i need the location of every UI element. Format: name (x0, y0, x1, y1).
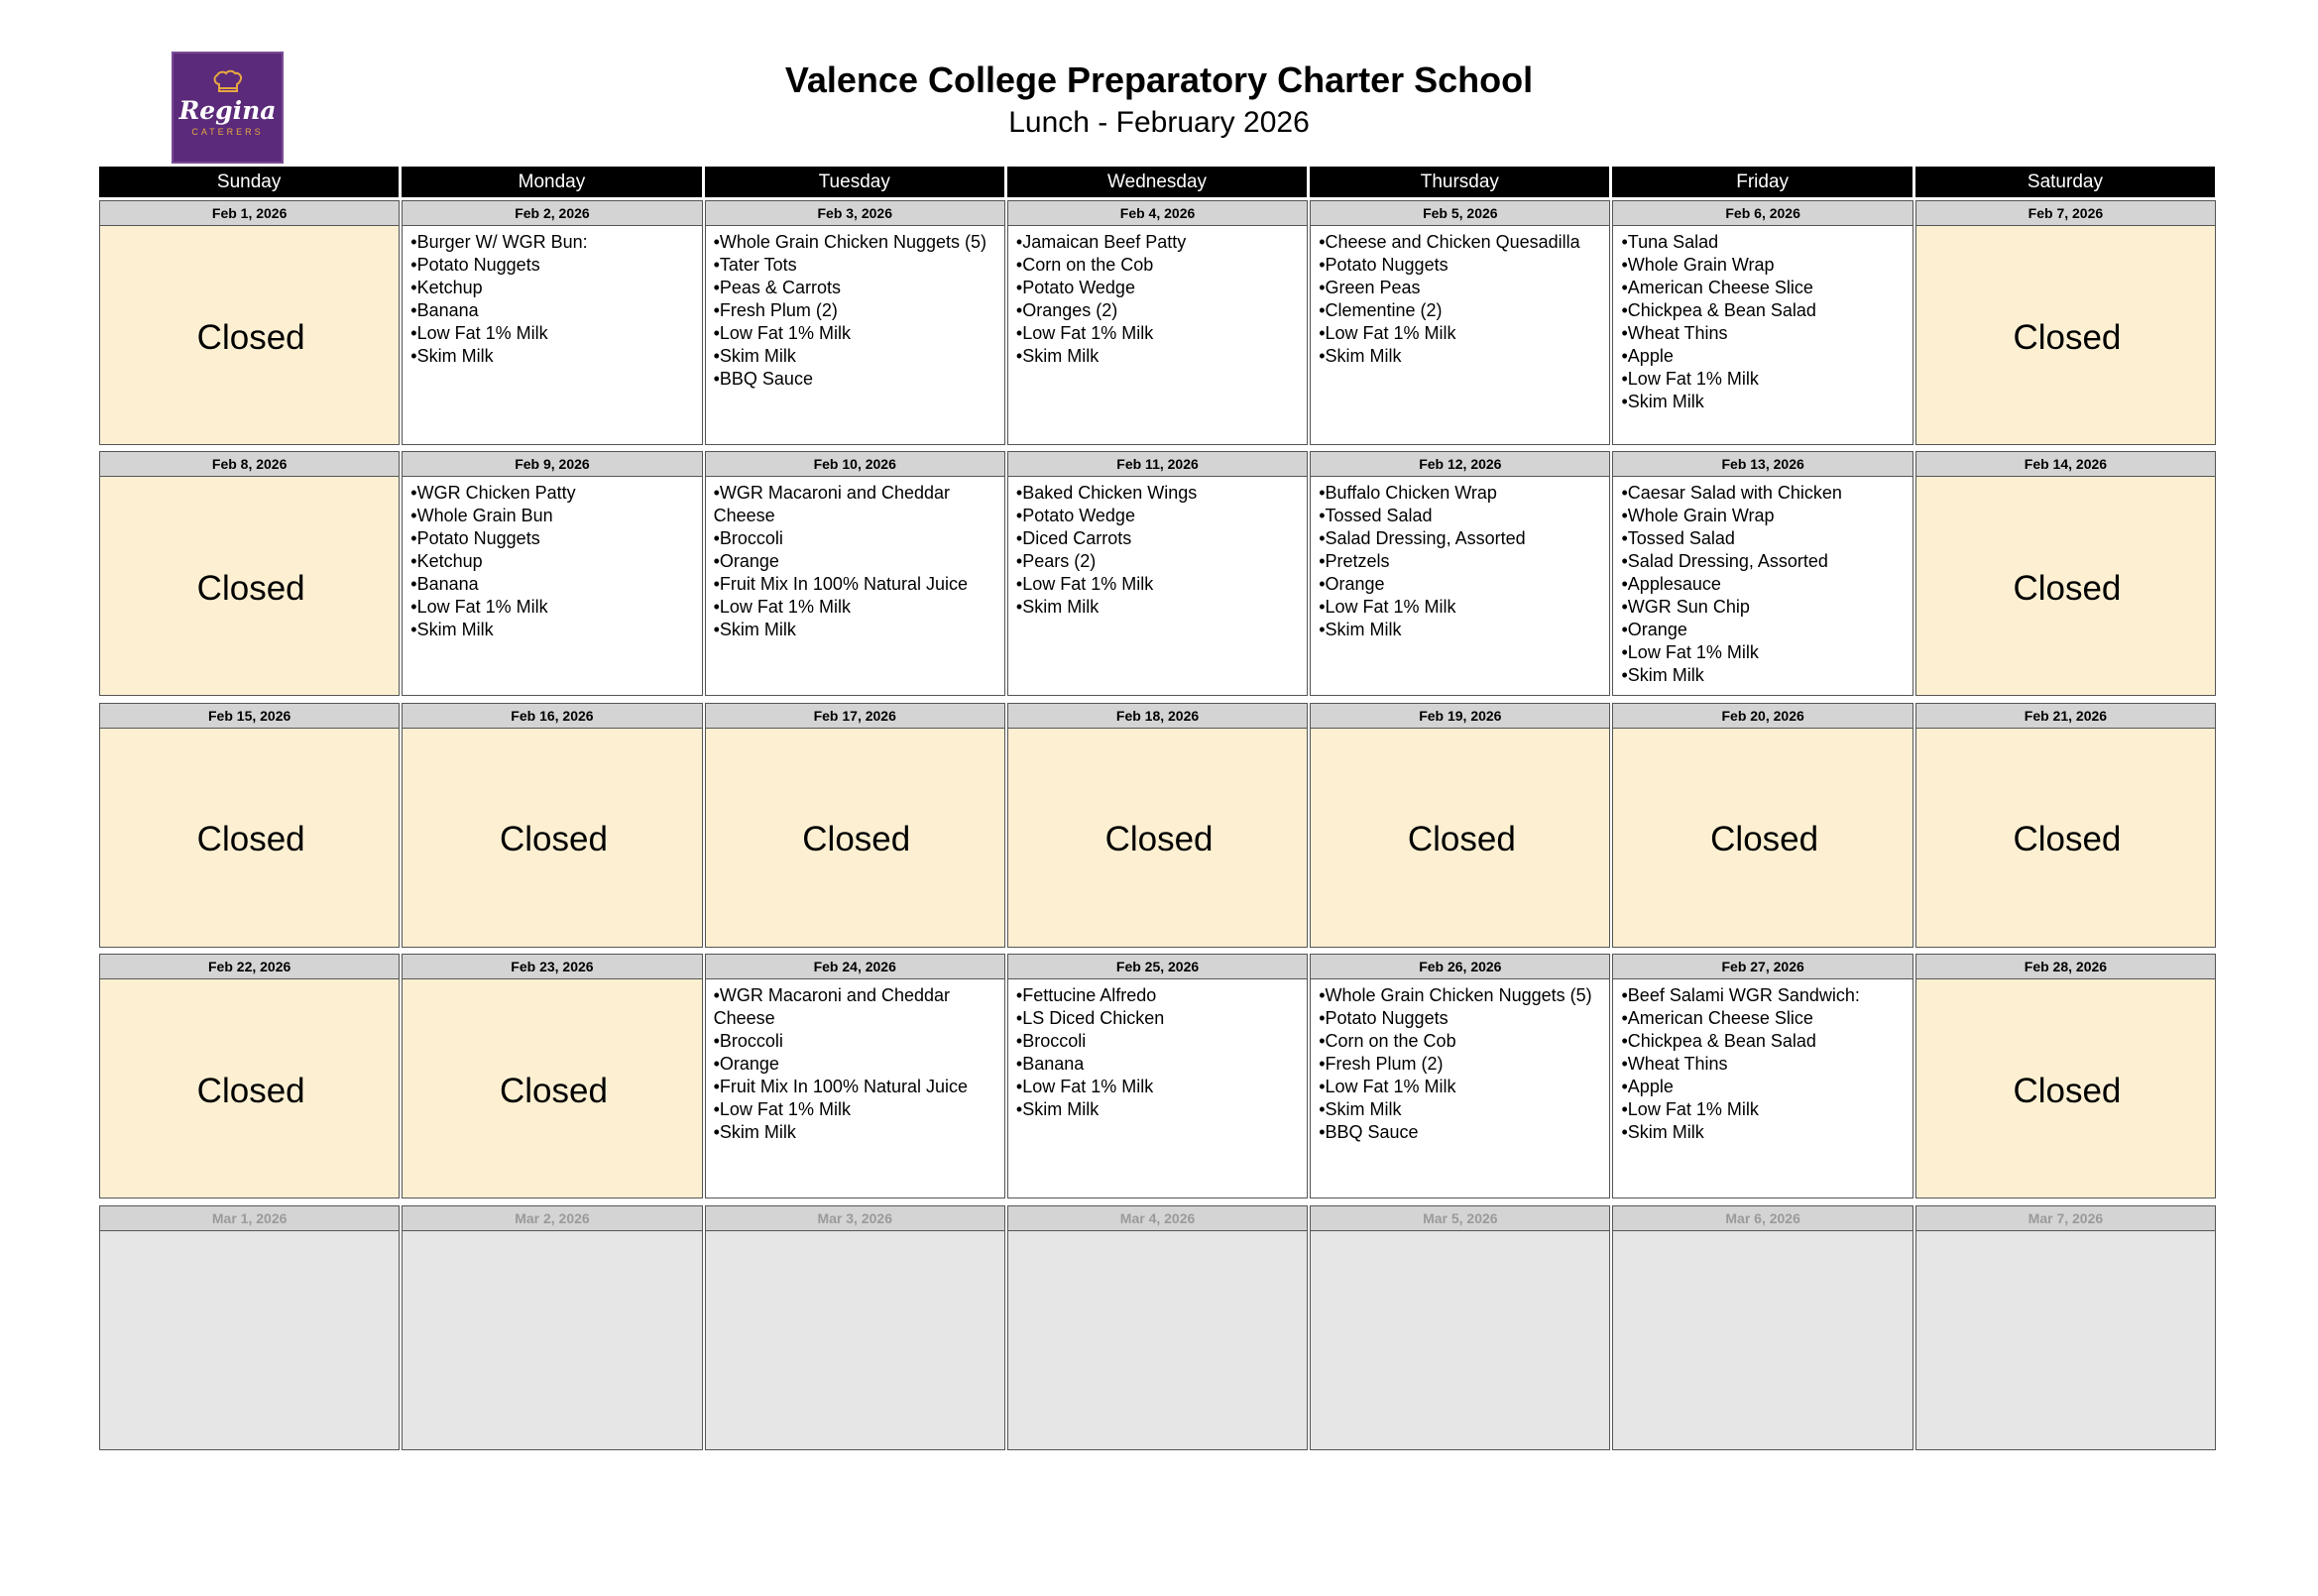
menu-item: • Tossed Salad (1319, 505, 1604, 527)
menu-item: • WGR Chicken Patty (410, 482, 696, 505)
menu-item: • Broccoli (714, 1030, 999, 1053)
day-date: Feb 2, 2026 (402, 200, 702, 226)
menu-item: • Fettucine Alfredo (1016, 984, 1302, 1007)
day-cell (1915, 448, 2218, 699)
closed-day-body (705, 729, 1005, 948)
closed-label: Closed (499, 820, 608, 859)
day-cell (99, 1202, 402, 1453)
menu-list (410, 482, 696, 641)
menu-item: • WGR Sun Chip (1621, 596, 1907, 619)
closed-label: Closed (802, 820, 911, 859)
menu-item: • Potato Wedge (1016, 277, 1302, 299)
menu-item: • Low Fat 1% Milk (410, 322, 696, 345)
menu-item: • Green Peas (1319, 277, 1604, 299)
menu-body (1007, 477, 1308, 696)
menu-item: • Broccoli (1016, 1030, 1302, 1053)
day-date: Feb 21, 2026 (1915, 703, 2216, 729)
menu-list (1621, 231, 1907, 413)
menu-item: • Baked Chicken Wings (1016, 482, 1302, 505)
menu-list (1016, 231, 1302, 368)
menu-list (1319, 984, 1604, 1144)
day-cell (1310, 700, 1612, 951)
day-cell (402, 700, 704, 951)
menu-item: • Skim Milk (1319, 619, 1604, 641)
closed-label: Closed (2013, 1071, 2122, 1110)
menu-item: • Buffalo Chicken Wrap (1319, 482, 1604, 505)
closed-day-body (1915, 226, 2216, 445)
empty-day-body (1612, 1231, 1912, 1450)
day-date: Feb 24, 2026 (705, 954, 1005, 979)
day-date: Feb 22, 2026 (99, 954, 400, 979)
day-date: Feb 27, 2026 (1612, 954, 1912, 979)
menu-item: • Low Fat 1% Milk (714, 596, 999, 619)
empty-day-body (1007, 1231, 1308, 1450)
menu-item: • Low Fat 1% Milk (714, 322, 999, 345)
menu-item: • Potato Nuggets (1319, 254, 1604, 277)
day-date: Feb 16, 2026 (402, 703, 702, 729)
menu-item: • Skim Milk (1016, 596, 1302, 619)
menu-item: • Skim Milk (410, 619, 696, 641)
day-cell (1915, 951, 2218, 1201)
day-date: Feb 26, 2026 (1310, 954, 1610, 979)
menu-item: • Skim Milk (1621, 391, 1907, 413)
logo-brand: Regina (178, 96, 277, 125)
menu-list (1016, 482, 1302, 619)
day-cell (1915, 1202, 2218, 1453)
day-date: Feb 8, 2026 (99, 451, 400, 477)
menu-item: • Chickpea & Bean Salad (1621, 299, 1907, 322)
logo-subtitle: CATERERS (191, 127, 264, 137)
day-date: Feb 28, 2026 (1915, 954, 2216, 979)
day-cell (99, 951, 402, 1201)
day-cell (402, 197, 704, 448)
empty-day-body (705, 1231, 1005, 1450)
menu-body (402, 477, 702, 696)
menu-item: • Skim Milk (410, 345, 696, 368)
weekday-header: Sunday (99, 167, 402, 197)
menu-item: • Banana (410, 299, 696, 322)
day-cell (1612, 700, 1914, 951)
menu-item: • Skim Milk (1016, 1098, 1302, 1121)
day-cell (99, 700, 402, 951)
day-date: Feb 6, 2026 (1612, 200, 1912, 226)
day-date: Feb 17, 2026 (705, 703, 1005, 729)
menu-body (1310, 477, 1610, 696)
menu-item: • Broccoli (714, 527, 999, 550)
closed-label: Closed (499, 1071, 608, 1110)
menu-item: • Wheat Thins (1621, 1053, 1907, 1076)
closed-label: Closed (196, 820, 305, 859)
menu-list (714, 231, 999, 391)
menu-item: • Whole Grain Chicken Nuggets (5) (714, 231, 999, 254)
menu-body (705, 979, 1005, 1198)
menu-item: • Low Fat 1% Milk (410, 596, 696, 619)
day-cell (402, 448, 704, 699)
day-date: Feb 13, 2026 (1612, 451, 1912, 477)
menu-list (1016, 984, 1302, 1121)
day-date: Mar 2, 2026 (402, 1205, 702, 1231)
weekday-header: Monday (402, 167, 704, 197)
empty-day-body (99, 1231, 400, 1450)
closed-label: Closed (2013, 317, 2122, 357)
menu-item: • Apple (1621, 1076, 1907, 1098)
menu-item: • Potato Nuggets (410, 254, 696, 277)
menu-item: • Low Fat 1% Milk (1319, 1076, 1604, 1098)
menu-item: • Whole Grain Bun (410, 505, 696, 527)
menu-item: • American Cheese Slice (1621, 277, 1907, 299)
day-cell (705, 197, 1007, 448)
weekday-header: Wednesday (1007, 167, 1310, 197)
menu-item: • Tater Tots (714, 254, 999, 277)
menu-body (1612, 477, 1912, 696)
menu-item: • Skim Milk (1621, 1121, 1907, 1144)
menu-item: • WGR Macaroni and Cheddar Cheese (714, 984, 999, 1030)
day-cell (705, 448, 1007, 699)
closed-day-body (402, 729, 702, 948)
menu-item: • Skim Milk (1319, 345, 1604, 368)
menu-item: • Corn on the Cob (1319, 1030, 1604, 1053)
day-date: Feb 18, 2026 (1007, 703, 1308, 729)
day-date: Feb 11, 2026 (1007, 451, 1308, 477)
day-date: Feb 7, 2026 (1915, 200, 2216, 226)
closed-label: Closed (2013, 820, 2122, 859)
menu-list (410, 231, 696, 368)
day-date: Mar 5, 2026 (1310, 1205, 1610, 1231)
weekday-header: Thursday (1310, 167, 1612, 197)
menu-list (1621, 482, 1907, 687)
day-cell (1007, 700, 1310, 951)
day-cell (1612, 1202, 1914, 1453)
menu-item: • Applesauce (1621, 573, 1907, 596)
day-date: Feb 19, 2026 (1310, 703, 1610, 729)
menu-item: • Peas & Carrots (714, 277, 999, 299)
day-cell (99, 197, 402, 448)
menu-item: • Skim Milk (1016, 345, 1302, 368)
menu-item: • Corn on the Cob (1016, 254, 1302, 277)
page-subtitle: Lunch - February 2026 (1008, 106, 1310, 139)
day-date: Feb 3, 2026 (705, 200, 1005, 226)
day-date: Feb 4, 2026 (1007, 200, 1308, 226)
menu-item: • Low Fat 1% Milk (1016, 322, 1302, 345)
closed-day-body (99, 226, 400, 445)
menu-body (1007, 226, 1308, 445)
closed-label: Closed (2013, 568, 2122, 608)
day-date: Mar 3, 2026 (705, 1205, 1005, 1231)
day-date: Feb 1, 2026 (99, 200, 400, 226)
weekday-header: Tuesday (705, 167, 1007, 197)
empty-day-body (1310, 1231, 1610, 1450)
menu-body (1310, 226, 1610, 445)
menu-list (1319, 482, 1604, 641)
closed-day-body (99, 477, 400, 696)
closed-day-body (1915, 979, 2216, 1198)
closed-day-body (99, 979, 400, 1198)
menu-item: • BBQ Sauce (714, 368, 999, 391)
day-date: Feb 14, 2026 (1915, 451, 2216, 477)
menu-item: • WGR Macaroni and Cheddar Cheese (714, 482, 999, 527)
day-date: Mar 7, 2026 (1915, 1205, 2216, 1231)
menu-item: • Fresh Plum (2) (714, 299, 999, 322)
menu-list (1319, 231, 1604, 368)
menu-item: • Ketchup (410, 550, 696, 573)
menu-item: • Whole Grain Wrap (1621, 254, 1907, 277)
menu-item: • Pears (2) (1016, 550, 1302, 573)
day-cell (1310, 448, 1612, 699)
day-date: Feb 9, 2026 (402, 451, 702, 477)
weekday-header: Saturday (1915, 167, 2218, 197)
day-cell (402, 1202, 704, 1453)
menu-item: • Whole Grain Wrap (1621, 505, 1907, 527)
day-cell (705, 1202, 1007, 1453)
menu-item: • Skim Milk (1319, 1098, 1604, 1121)
day-cell (1612, 951, 1914, 1201)
menu-item: • Low Fat 1% Milk (1016, 573, 1302, 596)
menu-item: • Orange (714, 550, 999, 573)
day-cell (1915, 700, 2218, 951)
day-cell (705, 700, 1007, 951)
menu-item: • Jamaican Beef Patty (1016, 231, 1302, 254)
menu-list (1621, 984, 1907, 1144)
menu-body (1007, 979, 1308, 1198)
menu-item: • Potato Nuggets (410, 527, 696, 550)
menu-body (705, 477, 1005, 696)
menu-item: • Tossed Salad (1621, 527, 1907, 550)
menu-item: • Tuna Salad (1621, 231, 1907, 254)
day-cell (1310, 197, 1612, 448)
day-date: Feb 12, 2026 (1310, 451, 1610, 477)
closed-label: Closed (1710, 820, 1819, 859)
menu-item: • Orange (1621, 619, 1907, 641)
day-cell (705, 951, 1007, 1201)
menu-calendar (99, 167, 2218, 1453)
closed-day-body (402, 979, 702, 1198)
menu-item: • Fruit Mix In 100% Natural Juice (714, 1076, 999, 1098)
closed-day-body (1915, 729, 2216, 948)
menu-item: • Salad Dressing, Assorted (1621, 550, 1907, 573)
day-date: Feb 15, 2026 (99, 703, 400, 729)
menu-body (1612, 979, 1912, 1198)
menu-item: • Banana (410, 573, 696, 596)
day-date: Feb 5, 2026 (1310, 200, 1610, 226)
menu-item: • Salad Dressing, Assorted (1319, 527, 1604, 550)
day-cell (1310, 951, 1612, 1201)
closed-label: Closed (196, 1071, 305, 1110)
menu-item: • Skim Milk (1621, 664, 1907, 687)
menu-item: • Potato Wedge (1016, 505, 1302, 527)
menu-item: • LS Diced Chicken (1016, 1007, 1302, 1030)
menu-item: • Ketchup (410, 277, 696, 299)
menu-body (1612, 226, 1912, 445)
day-cell (1612, 448, 1914, 699)
menu-item: • Low Fat 1% Milk (1319, 596, 1604, 619)
menu-item: • Skim Milk (714, 619, 999, 641)
menu-item: • Skim Milk (714, 1121, 999, 1144)
closed-day-body (1310, 729, 1610, 948)
day-date: Feb 25, 2026 (1007, 954, 1308, 979)
closed-day-body (99, 729, 400, 948)
day-cell (1007, 951, 1310, 1201)
menu-item: • Low Fat 1% Milk (1621, 1098, 1907, 1121)
menu-item: • American Cheese Slice (1621, 1007, 1907, 1030)
menu-item: • Chickpea & Bean Salad (1621, 1030, 1907, 1053)
menu-item: • Skim Milk (714, 345, 999, 368)
menu-body (705, 226, 1005, 445)
day-cell (1007, 197, 1310, 448)
menu-item: • Low Fat 1% Milk (714, 1098, 999, 1121)
closed-label: Closed (1104, 820, 1214, 859)
menu-body (1310, 979, 1610, 1198)
menu-item: • Banana (1016, 1053, 1302, 1076)
menu-item: • Cheese and Chicken Quesadilla (1319, 231, 1604, 254)
menu-item: • Beef Salami WGR Sandwich: (1621, 984, 1907, 1007)
day-cell (1007, 1202, 1310, 1453)
menu-item: • Apple (1621, 345, 1907, 368)
page-title: Valence College Preparatory Charter School (784, 59, 1534, 100)
menu-item: • Diced Carrots (1016, 527, 1302, 550)
weekday-header: Friday (1612, 167, 1914, 197)
menu-item: • Low Fat 1% Milk (1016, 1076, 1302, 1098)
menu-item: • Low Fat 1% Milk (1319, 322, 1604, 345)
menu-item: • Low Fat 1% Milk (1621, 368, 1907, 391)
closed-label: Closed (196, 568, 305, 608)
menu-item: • Potato Nuggets (1319, 1007, 1604, 1030)
day-date: Mar 1, 2026 (99, 1205, 400, 1231)
day-cell (402, 951, 704, 1201)
menu-item: • Low Fat 1% Milk (1621, 641, 1907, 664)
menu-list (714, 984, 999, 1144)
day-date: Feb 10, 2026 (705, 451, 1005, 477)
closed-label: Closed (196, 317, 305, 357)
menu-item: • Orange (1319, 573, 1604, 596)
menu-body (402, 226, 702, 445)
menu-item: • Whole Grain Chicken Nuggets (5) (1319, 984, 1604, 1007)
menu-item: • Clementine (2) (1319, 299, 1604, 322)
day-date: Mar 6, 2026 (1612, 1205, 1912, 1231)
closed-day-body (1915, 477, 2216, 696)
day-date: Mar 4, 2026 (1007, 1205, 1308, 1231)
day-cell (1915, 197, 2218, 448)
day-cell (1310, 1202, 1612, 1453)
closed-label: Closed (1407, 820, 1516, 859)
day-cell (99, 448, 402, 699)
empty-day-body (402, 1231, 702, 1450)
closed-day-body (1612, 729, 1912, 948)
menu-item: • BBQ Sauce (1319, 1121, 1604, 1144)
closed-day-body (1007, 729, 1308, 948)
menu-item: • Oranges (2) (1016, 299, 1302, 322)
menu-item: • Fresh Plum (2) (1319, 1053, 1604, 1076)
menu-item: • Orange (714, 1053, 999, 1076)
menu-item: • Burger W/ WGR Bun: (410, 231, 696, 254)
menu-list (714, 482, 999, 641)
menu-item: • Fruit Mix In 100% Natural Juice (714, 573, 999, 596)
day-date: Feb 20, 2026 (1612, 703, 1912, 729)
day-cell (1612, 197, 1914, 448)
menu-item: • Caesar Salad with Chicken (1621, 482, 1907, 505)
day-cell (1007, 448, 1310, 699)
menu-item: • Wheat Thins (1621, 322, 1907, 345)
menu-item: • Pretzels (1319, 550, 1604, 573)
empty-day-body (1915, 1231, 2216, 1450)
day-date: Feb 23, 2026 (402, 954, 702, 979)
